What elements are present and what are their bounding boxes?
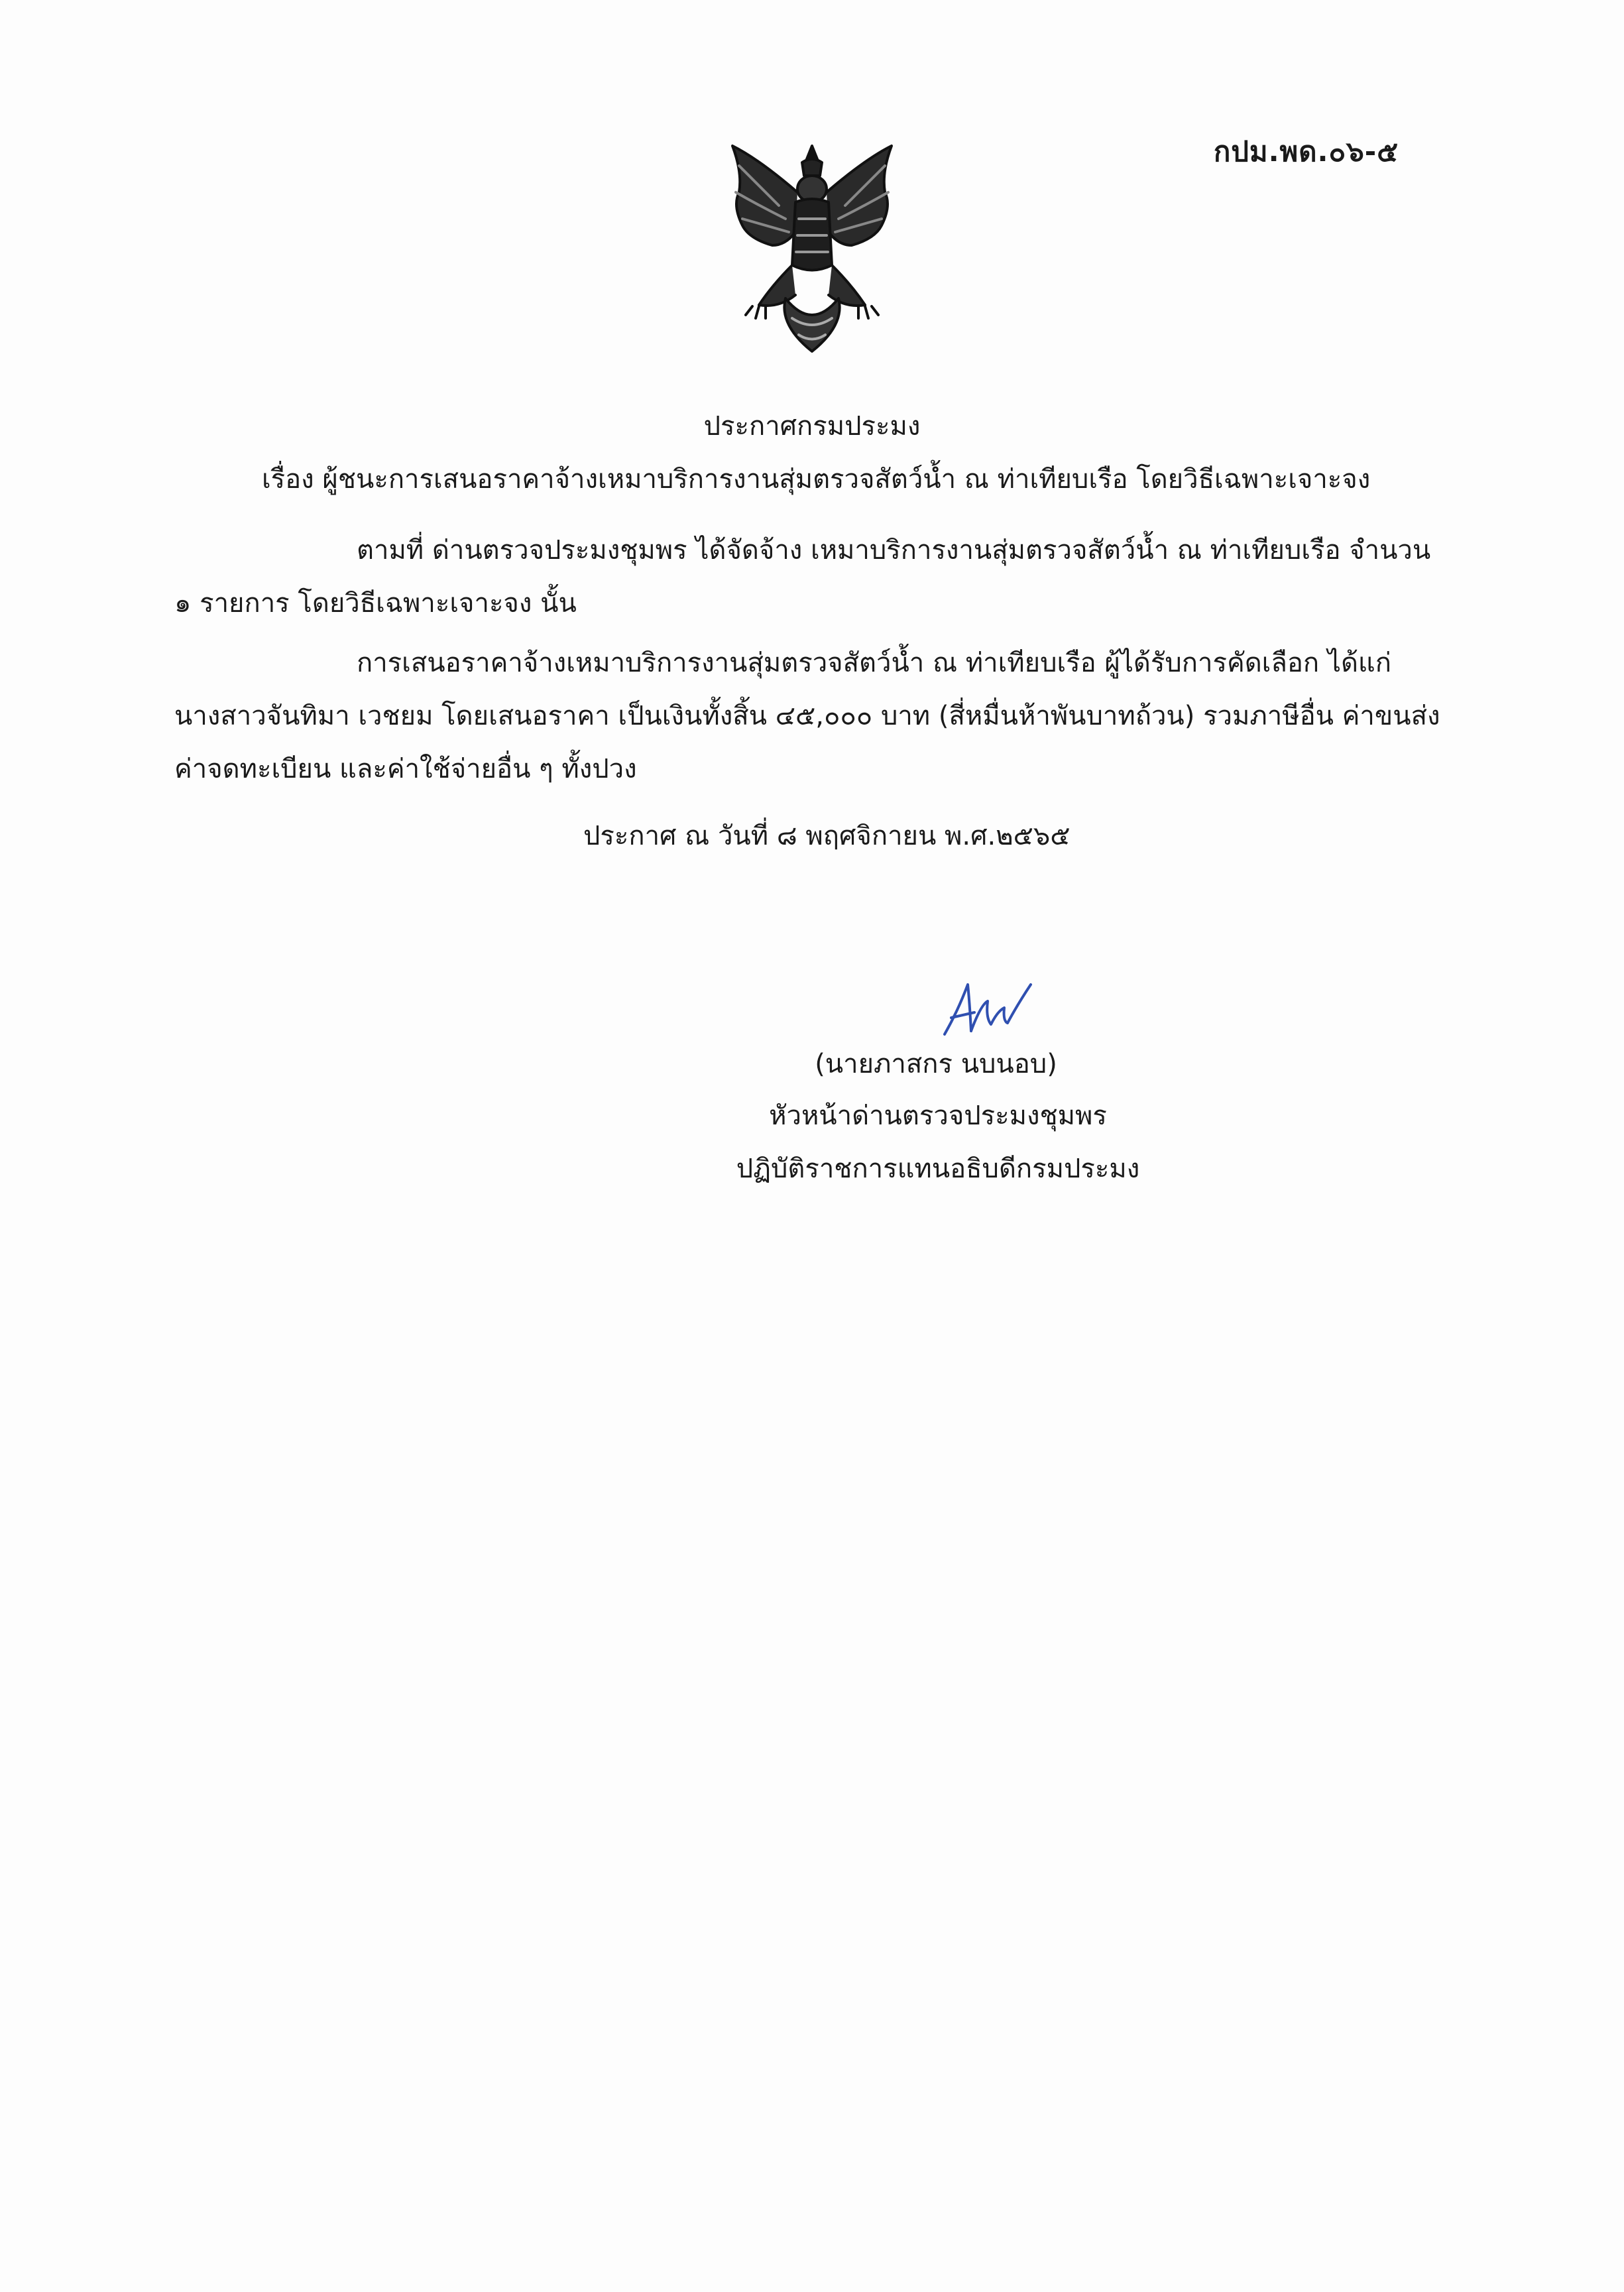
paragraph-2-text: การเสนอราคาจ้างเหมาบริการงานสุ่มตรวจสัตว์น้ำ ณ ท่าเทียบเรือ ผู้ได้รับการคัดเลือก ได้แก่ นางสาวจันทิมา เวชยม โดยเสนอราคา เป็นเงินทั้งสิ้น ๔๕,๐๐๐ บาท (สี่หมื่นห้าพันบาทถ้วน) รวมภาษีอื่น ค่าขนส่ง ค่าจดทะเบียน และค่าใช้จ่ายอื่น ๆ ทั้งปวง bbox=[174, 648, 1440, 784]
signatory-acting-title: ปฏิบัติราชการแทนอธิบดีกรมประมง bbox=[736, 1154, 1140, 1184]
garuda-emblem-icon bbox=[713, 133, 911, 365]
handwritten-signature-icon bbox=[931, 971, 1037, 1044]
document-code: กปม.พด.๐๖-๕ bbox=[1213, 135, 1399, 168]
paragraph-background bbox=[174, 524, 1454, 630]
announcement-title: ประกาศกรมประมง bbox=[703, 411, 921, 442]
announcement-subject: เรื่อง ผู้ชนะการเสนอราคาจ้างเหมาบริการงานสุ่มตรวจสัตว์น้ำ ณ ท่าเทียบเรือ โดยวิธีเฉพาะเจาะจง bbox=[262, 464, 1371, 495]
paragraph-result bbox=[174, 636, 1454, 796]
announcement-date: ประกาศ ณ วันที่ ๘ พฤศจิกายน พ.ศ.๒๕๖๕ bbox=[583, 821, 1071, 851]
signatory-position: หัวหน้าด่านตรวจประมงชุมพร bbox=[769, 1101, 1107, 1131]
paragraph-1-text: ตามที่ ด่านตรวจประมงชุมพร ได้จัดจ้าง เหมาบริการงานสุ่มตรวจสัตว์น้ำ ณ ท่าเทียบเรือ จำนวน ๑ รายการ โดยวิธีเฉพาะเจาะจง นั้น bbox=[174, 535, 1431, 619]
signatory-name: (นายภาสกร นบนอบ) bbox=[815, 1049, 1057, 1079]
